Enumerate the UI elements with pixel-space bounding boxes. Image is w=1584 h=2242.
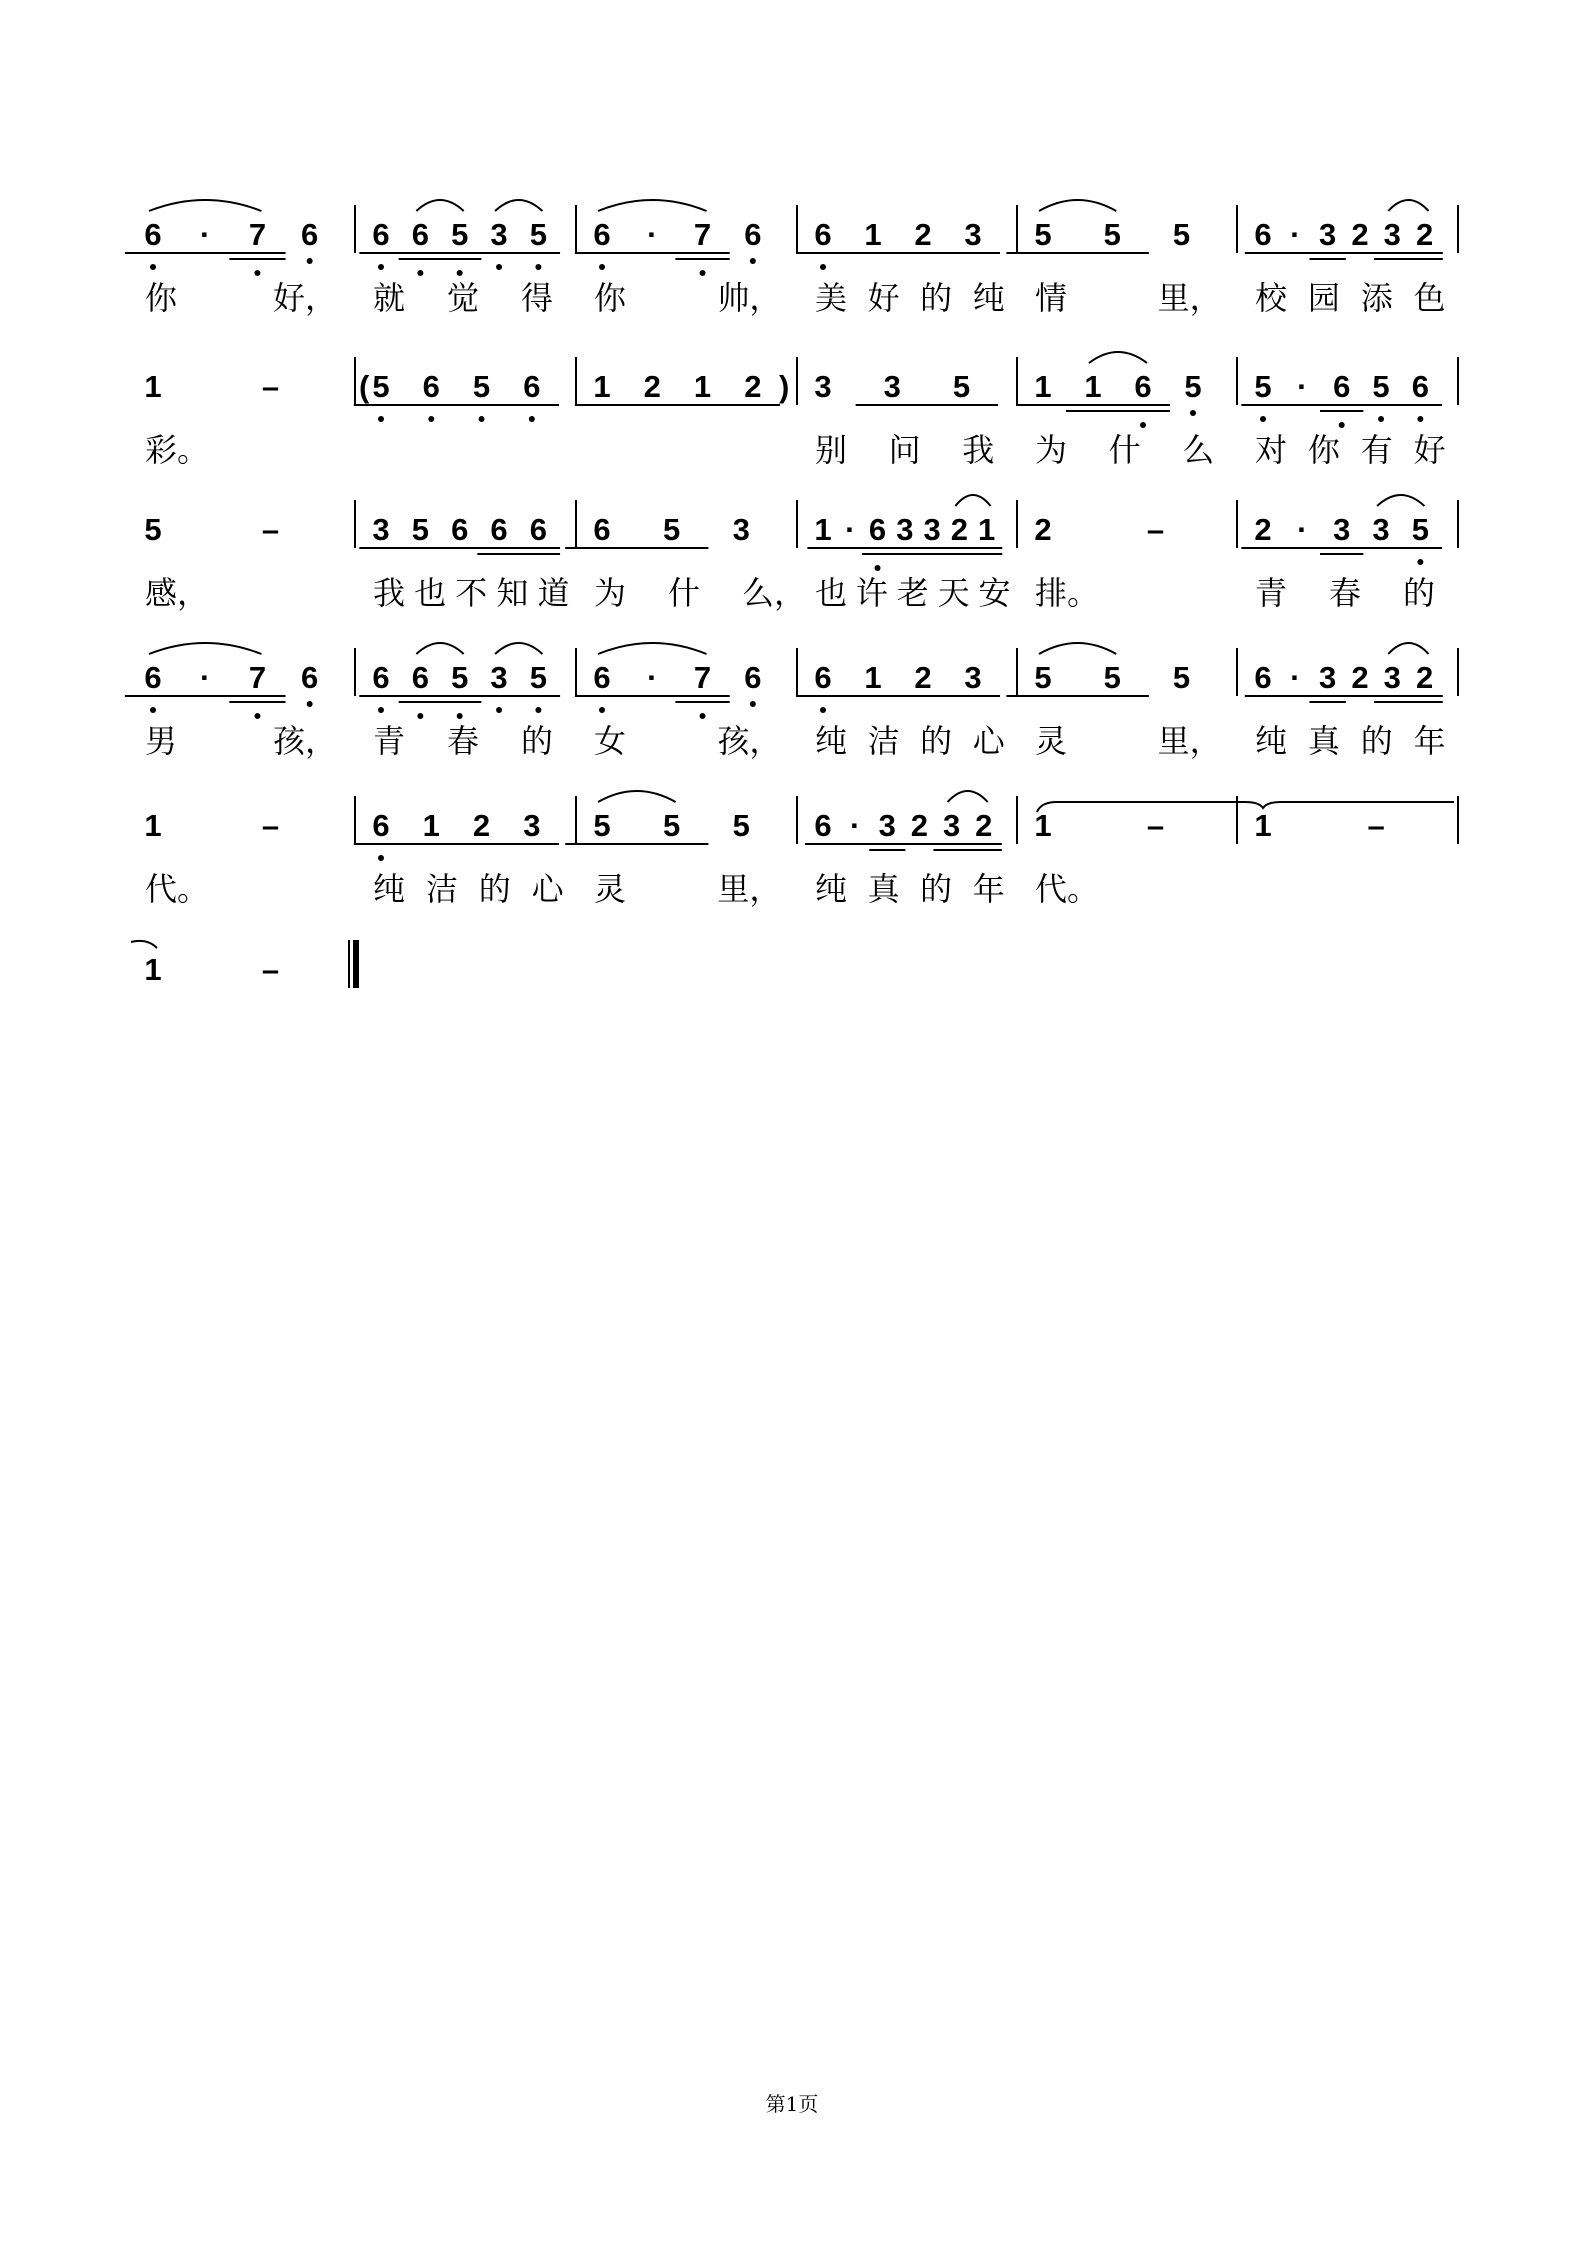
tie bbox=[1037, 802, 1454, 812]
note: 6 bbox=[593, 512, 611, 547]
lyric-word: 女 bbox=[594, 722, 627, 760]
lyric-word: 春 bbox=[447, 722, 480, 760]
octave-dot-below bbox=[750, 701, 756, 707]
lyric-word: 孩， bbox=[273, 722, 338, 760]
note: 6 bbox=[372, 808, 390, 843]
lyric-word: 青 bbox=[373, 722, 406, 760]
slur bbox=[1377, 495, 1424, 506]
note: 6 bbox=[1411, 369, 1430, 404]
lyric-word: 纯 bbox=[815, 722, 848, 760]
lyric-word: 添 bbox=[1360, 279, 1393, 317]
note: 6 bbox=[814, 660, 832, 695]
note: 3 bbox=[814, 369, 832, 404]
lyric-word: 美 bbox=[815, 279, 848, 317]
lyric-word: 好， bbox=[273, 279, 338, 317]
lyric-word: 么 bbox=[1182, 431, 1215, 469]
lyric-word: 就 bbox=[373, 279, 406, 317]
note: 5 bbox=[451, 217, 469, 252]
note: 3 bbox=[490, 660, 508, 695]
lyric-word: 有 bbox=[1360, 431, 1393, 469]
lyric-word: 真 bbox=[1307, 722, 1340, 760]
lyric-word: 春 bbox=[1329, 574, 1362, 612]
dash-note: – bbox=[1146, 808, 1165, 843]
octave-dot-below bbox=[417, 713, 423, 719]
octave-dot-below bbox=[700, 270, 706, 276]
lyric-word: 彩。 bbox=[145, 431, 210, 469]
lyric-word: 道 bbox=[537, 574, 570, 612]
lyric-word: 情 bbox=[1035, 279, 1068, 317]
dash-note: – bbox=[261, 512, 280, 547]
lyric-word: 色 bbox=[1413, 279, 1446, 317]
note: 5 bbox=[1372, 369, 1390, 404]
note: 6 bbox=[1254, 660, 1272, 695]
note: 6 bbox=[490, 512, 508, 547]
lyric-word: 的 bbox=[521, 722, 554, 760]
note: 3 bbox=[878, 808, 896, 843]
lyric-word: 代。 bbox=[145, 870, 210, 908]
lyric-word: 安 bbox=[978, 574, 1011, 612]
slur bbox=[955, 495, 990, 506]
lyric-word: 知 bbox=[496, 574, 529, 612]
octave-dot-below bbox=[875, 565, 881, 571]
slur bbox=[495, 643, 542, 654]
dash-note: – bbox=[261, 808, 280, 843]
slur bbox=[1388, 643, 1428, 654]
lyric-word: 得 bbox=[521, 279, 554, 317]
note: 3 bbox=[1319, 217, 1337, 252]
note: 1 bbox=[1034, 808, 1052, 843]
lyric-word: 孩， bbox=[717, 722, 782, 760]
slur bbox=[149, 200, 261, 211]
lyric-word: 什 bbox=[668, 574, 701, 612]
slur bbox=[416, 200, 463, 211]
note: 5 bbox=[1172, 217, 1191, 252]
tie-continuation bbox=[131, 941, 157, 948]
note: 5 bbox=[662, 808, 681, 843]
octave-dot-below bbox=[1417, 416, 1423, 422]
lyric-word: 么， bbox=[742, 574, 807, 612]
note: 2 bbox=[1415, 660, 1434, 695]
note: 5 bbox=[732, 808, 750, 843]
note: 6 bbox=[744, 660, 762, 695]
lyric-word: 灵 bbox=[1035, 722, 1068, 760]
note: 2 bbox=[1415, 217, 1434, 252]
note: 1 bbox=[864, 660, 882, 695]
lyric-word: 许 bbox=[855, 574, 888, 612]
note: 3 bbox=[923, 512, 941, 547]
note: 3 bbox=[1333, 512, 1351, 547]
note: 5 bbox=[529, 217, 548, 252]
lyric-word: 什 bbox=[1108, 431, 1141, 469]
note: 6 bbox=[422, 369, 440, 404]
note: 6 bbox=[1134, 369, 1152, 404]
octave-dot-below bbox=[496, 264, 502, 270]
lyric-word: 老 bbox=[896, 574, 929, 612]
lyric-word: 纯 bbox=[1255, 722, 1288, 760]
lyric-word: 好 bbox=[867, 279, 900, 317]
lyric-word: 为 bbox=[594, 574, 627, 612]
note: 6 bbox=[523, 369, 541, 404]
slur bbox=[598, 791, 676, 802]
lyric-word: 灵 bbox=[594, 870, 627, 908]
note: 1 bbox=[422, 808, 440, 843]
lyric-word: 心 bbox=[972, 722, 1005, 760]
note: 2 bbox=[914, 660, 932, 695]
dash-note: – bbox=[1146, 512, 1165, 547]
octave-dot-below bbox=[307, 701, 313, 707]
lyric-word: 园 bbox=[1307, 279, 1340, 317]
note: 5 bbox=[372, 369, 390, 404]
octave-dot-below bbox=[1190, 410, 1196, 416]
note: 2 bbox=[914, 217, 932, 252]
note: 1 bbox=[978, 512, 996, 547]
note: 2 bbox=[472, 808, 491, 843]
note: 2 bbox=[910, 808, 929, 843]
note: 7 bbox=[693, 217, 712, 252]
note: 5 bbox=[1034, 217, 1052, 252]
octave-dot-below bbox=[820, 707, 826, 713]
lyric-word: 的 bbox=[1360, 722, 1393, 760]
lyric-word: 里， bbox=[1157, 279, 1222, 317]
note: 5 bbox=[472, 369, 491, 404]
close-paren: ) bbox=[779, 369, 790, 404]
lyric-word: 的 bbox=[920, 722, 953, 760]
lyric-word: 洁 bbox=[867, 722, 900, 760]
octave-dot-below bbox=[150, 707, 156, 713]
slur bbox=[1089, 352, 1147, 363]
slur bbox=[948, 791, 988, 802]
note: 5 bbox=[952, 369, 971, 404]
note: 1 bbox=[144, 369, 162, 404]
lyric-word: 年 bbox=[1413, 722, 1446, 760]
augmentation-dot: · bbox=[849, 808, 861, 843]
octave-dot-below bbox=[496, 707, 502, 713]
note: 6 bbox=[1333, 369, 1351, 404]
lyric-word: 纯 bbox=[373, 870, 406, 908]
page-number: 第1页 bbox=[765, 2092, 819, 2116]
octave-dot-below bbox=[599, 264, 605, 270]
lyric-word: 问 bbox=[888, 431, 921, 469]
slur bbox=[1388, 200, 1428, 211]
note: 7 bbox=[248, 217, 267, 252]
note: 5 bbox=[1034, 660, 1052, 695]
note: 3 bbox=[942, 808, 961, 843]
note: 7 bbox=[248, 660, 267, 695]
lyric-word: 感， bbox=[145, 574, 210, 612]
augmentation-dot: · bbox=[1290, 660, 1301, 695]
lyric-word: 你 bbox=[594, 279, 627, 317]
note: 6 bbox=[411, 217, 429, 252]
note: 6 bbox=[814, 217, 832, 252]
lyric-word: 我 bbox=[373, 574, 406, 612]
note: 2 bbox=[950, 512, 968, 547]
lyric-word: 的 bbox=[1403, 574, 1436, 612]
octave-dot-below bbox=[417, 270, 423, 276]
note: 3 bbox=[372, 512, 390, 547]
lyric-word: 男 bbox=[145, 722, 178, 760]
octave-dot-below bbox=[1260, 416, 1266, 422]
note: 1 bbox=[593, 369, 611, 404]
slur bbox=[598, 200, 707, 211]
octave-dot-below bbox=[535, 264, 541, 270]
lyric-word: 的 bbox=[920, 870, 953, 908]
note: 3 bbox=[964, 217, 982, 252]
augmentation-dot: · bbox=[200, 660, 211, 695]
note: 6 bbox=[144, 660, 162, 695]
slur bbox=[495, 200, 542, 211]
note: 1 bbox=[814, 512, 832, 547]
octave-dot-below bbox=[1140, 422, 1146, 428]
note: 6 bbox=[814, 808, 832, 843]
lyric-word: 不 bbox=[455, 574, 488, 612]
note: 5 bbox=[1172, 660, 1191, 695]
lyric-word: 你 bbox=[1307, 431, 1340, 469]
note: 6 bbox=[529, 512, 548, 547]
lyric-word: 对 bbox=[1255, 431, 1288, 469]
octave-dot-below bbox=[529, 416, 535, 422]
note: 5 bbox=[593, 808, 611, 843]
octave-dot-below bbox=[307, 258, 313, 264]
octave-dot-below bbox=[535, 707, 541, 713]
dash-note: – bbox=[1367, 808, 1385, 843]
note: 5 bbox=[144, 512, 162, 547]
octave-dot-below bbox=[820, 264, 826, 270]
note: 2 bbox=[975, 808, 993, 843]
note: 3 bbox=[964, 660, 982, 695]
note: 3 bbox=[1383, 217, 1401, 252]
lyric-word: 里， bbox=[1157, 722, 1222, 760]
note: 5 bbox=[529, 660, 548, 695]
note: 1 bbox=[144, 952, 162, 987]
note: 5 bbox=[1103, 660, 1121, 695]
note: 3 bbox=[1383, 660, 1401, 695]
note: 3 bbox=[490, 217, 508, 252]
octave-dot-below bbox=[1417, 559, 1423, 565]
lyric-word: 年 bbox=[972, 870, 1005, 908]
octave-dot-below bbox=[150, 264, 156, 270]
slur bbox=[598, 643, 707, 654]
note: 1 bbox=[1034, 369, 1052, 404]
lyric-word: 的 bbox=[920, 279, 953, 317]
augmentation-dot: · bbox=[845, 512, 856, 547]
note: 6 bbox=[1254, 217, 1272, 252]
lyric-word: 天 bbox=[937, 574, 970, 612]
note: 2 bbox=[1034, 512, 1052, 547]
note: 7 bbox=[693, 660, 712, 695]
augmentation-dot: · bbox=[1290, 217, 1301, 252]
note: 2 bbox=[1254, 512, 1272, 547]
note: 5 bbox=[1254, 369, 1272, 404]
octave-dot-below bbox=[479, 416, 485, 422]
note: 3 bbox=[883, 369, 901, 404]
note: 5 bbox=[1184, 369, 1202, 404]
note: 6 bbox=[593, 660, 611, 695]
note: 3 bbox=[896, 512, 914, 547]
note: 3 bbox=[1372, 512, 1390, 547]
jianpu-score bbox=[0, 0, 1584, 1100]
lyric-word: 纯 bbox=[972, 279, 1005, 317]
note: 5 bbox=[1103, 217, 1121, 252]
octave-dot-below bbox=[378, 264, 384, 270]
lyric-word: 你 bbox=[145, 279, 178, 317]
note: 2 bbox=[744, 369, 762, 404]
note: 1 bbox=[864, 217, 882, 252]
note: 1 bbox=[1084, 369, 1102, 404]
lyric-word: 里， bbox=[717, 870, 782, 908]
octave-dot-below bbox=[378, 855, 384, 861]
lyric-word: 青 bbox=[1255, 574, 1288, 612]
note: 6 bbox=[744, 217, 762, 252]
note: 1 bbox=[144, 808, 162, 843]
augmentation-dot: · bbox=[200, 217, 211, 252]
note: 2 bbox=[643, 369, 661, 404]
augmentation-dot: · bbox=[1297, 512, 1308, 547]
lyric-word: 也 bbox=[414, 574, 447, 612]
note: 6 bbox=[451, 512, 469, 547]
note: 6 bbox=[593, 217, 611, 252]
octave-dot-below bbox=[457, 713, 463, 719]
octave-dot-below bbox=[378, 416, 384, 422]
note: 6 bbox=[301, 217, 319, 252]
lyric-word: 排。 bbox=[1035, 574, 1100, 612]
dash-note: – bbox=[261, 952, 280, 987]
octave-dot-below bbox=[1339, 422, 1345, 428]
octave-dot-below bbox=[378, 707, 384, 713]
octave-dot-below bbox=[254, 270, 260, 276]
note: 1 bbox=[1254, 808, 1272, 843]
note: 2 bbox=[1351, 660, 1369, 695]
note: 5 bbox=[662, 512, 681, 547]
note: 3 bbox=[523, 808, 541, 843]
augmentation-dot: · bbox=[1297, 369, 1308, 404]
lyric-word: 纯 bbox=[815, 870, 848, 908]
octave-dot-below bbox=[700, 713, 706, 719]
octave-dot-below bbox=[428, 416, 434, 422]
note: 6 bbox=[144, 217, 162, 252]
augmentation-dot: · bbox=[647, 660, 658, 695]
note: 3 bbox=[1319, 660, 1337, 695]
note: 6 bbox=[411, 660, 429, 695]
octave-dot-below bbox=[457, 270, 463, 276]
open-paren: ( bbox=[359, 369, 370, 404]
slur bbox=[416, 643, 463, 654]
lyric-word: 校 bbox=[1255, 279, 1288, 317]
lyric-word: 代。 bbox=[1035, 870, 1100, 908]
note: 5 bbox=[411, 512, 429, 547]
slur bbox=[149, 643, 261, 654]
lyric-word: 别 bbox=[815, 431, 848, 469]
lyric-word: 觉 bbox=[447, 279, 480, 317]
lyric-word: 好 bbox=[1413, 431, 1446, 469]
note: 6 bbox=[372, 217, 390, 252]
note: 3 bbox=[732, 512, 750, 547]
note: 2 bbox=[1351, 217, 1369, 252]
slur bbox=[1039, 200, 1116, 211]
octave-dot-below bbox=[1378, 416, 1384, 422]
octave-dot-below bbox=[254, 713, 260, 719]
augmentation-dot: · bbox=[647, 217, 658, 252]
note: 1 bbox=[693, 369, 712, 404]
octave-dot-below bbox=[750, 258, 756, 264]
lyric-word: 的 bbox=[478, 870, 511, 908]
slur bbox=[1039, 643, 1116, 654]
lyric-word: 帅， bbox=[717, 279, 782, 317]
lyric-word: 为 bbox=[1035, 431, 1068, 469]
lyric-word: 心 bbox=[531, 870, 564, 908]
note: 5 bbox=[451, 660, 469, 695]
note: 6 bbox=[372, 660, 390, 695]
lyric-word: 真 bbox=[867, 870, 900, 908]
octave-dot-below bbox=[599, 707, 605, 713]
lyric-word: 洁 bbox=[425, 870, 458, 908]
note: 6 bbox=[868, 512, 887, 547]
note: 5 bbox=[1411, 512, 1430, 547]
lyric-word: 我 bbox=[962, 431, 995, 469]
dash-note: – bbox=[261, 369, 280, 404]
note: 6 bbox=[301, 660, 319, 695]
lyric-word: 也 bbox=[815, 574, 848, 612]
